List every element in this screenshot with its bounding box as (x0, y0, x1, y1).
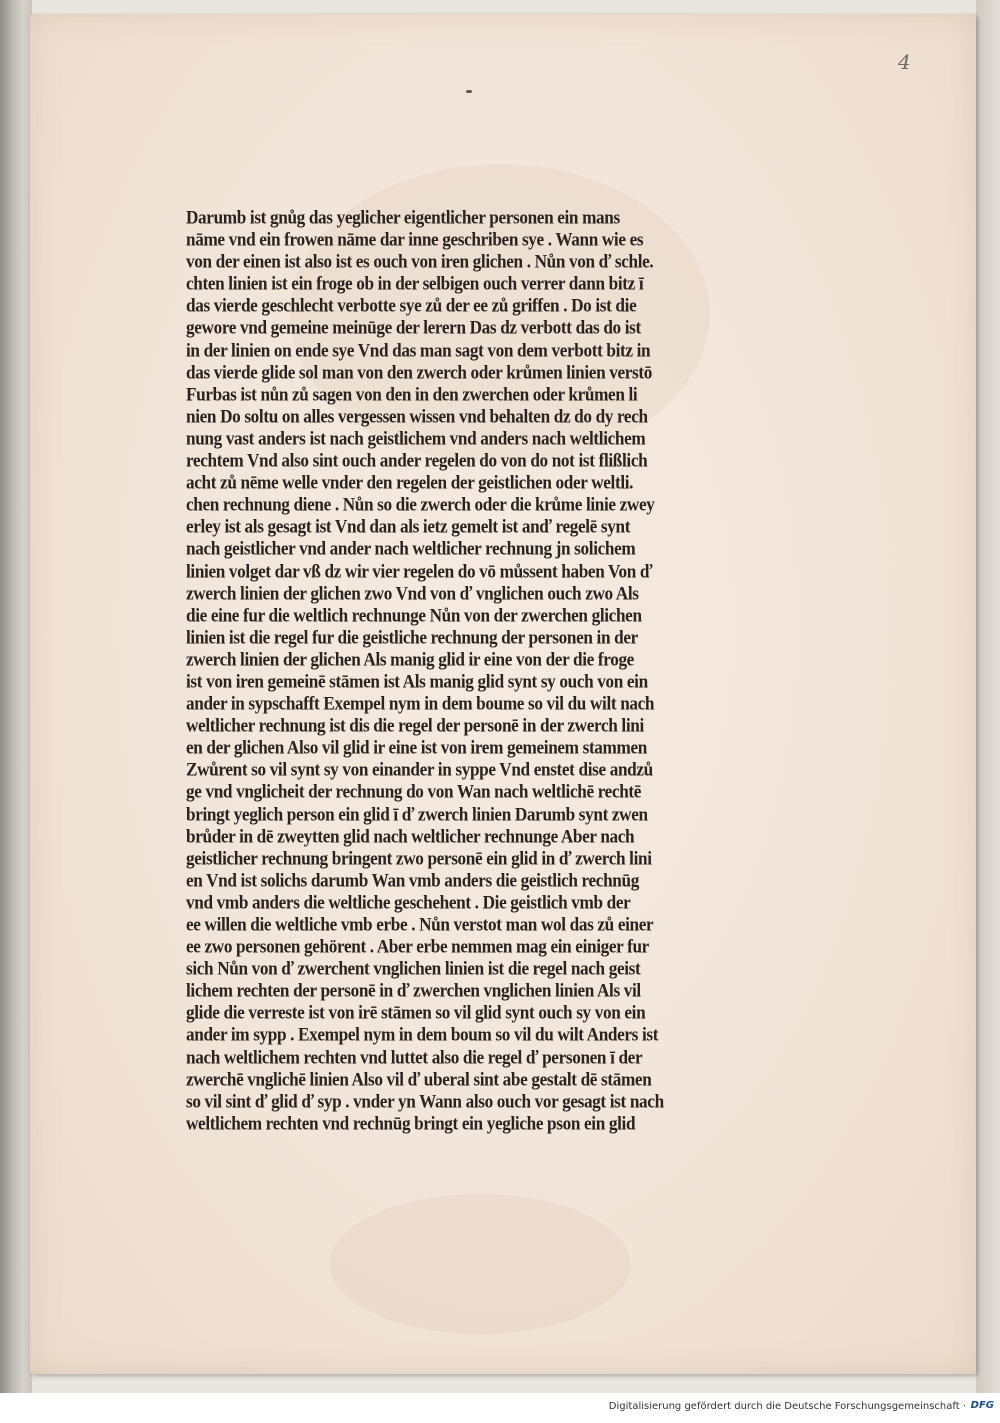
book-spine (0, 0, 32, 1393)
text-line: von der einen ist also ist es ouch von iren glichen . Nůn von ď schle. (186, 251, 654, 272)
text-line: chen rechnung diene . Nůn so die zwerch oder die krůme linie zwey (186, 494, 655, 515)
paper-stain (330, 1194, 630, 1334)
text-line: ee zwo personen gehörent . Aber erbe nemmen mag ein einiger fur (186, 936, 649, 957)
text-line: rechtem Vnd also sint ouch ander regelen do von do not ist flißlich (186, 450, 648, 471)
text-line: weltlicher rechnung ist dis die regel der personē in der zwerch lini (186, 715, 644, 736)
text-line: nāme vnd ein frowen nāme dar inne geschriben sye . Wann wie es (186, 229, 644, 250)
text-line: Zwůrent so vil synt sy von einander in syppe Vnd enstet dise andzů (186, 759, 653, 781)
text-line: nung vast anders ist nach geistlichem vnd anders nach weltlichem (186, 428, 646, 449)
footer-bar (0, 1393, 1000, 1423)
text-line: lichem rechten der personē in ď zwerchen vnglichen linien Als vil (186, 980, 641, 1001)
text-line: brůder in dē zweytten glid nach weltlicher rechnunge Aber nach (186, 825, 635, 847)
text-line: zwerch linien der glichen zwo Vnd von ď vnglichen ouch zwo Als (186, 582, 639, 604)
text-line: erley ist als gesagt ist Vnd dan als ietz gemelt ist anď regelē synt (186, 516, 631, 538)
text-line: nach geistlicher vnd ander nach weltlicher rechnung jn solichem (186, 538, 636, 560)
cover-board-edge (976, 0, 1000, 1393)
text-line: gewore vnd gemeine meinūge der lerern Das dz verbott das do ist (186, 317, 641, 339)
text-line: weltlichem rechten vnd rechnūg bringt ein yegliche pson ein glid (186, 1113, 636, 1134)
text-line: bringt yeglich person ein glid ī ď zwerch linien Darumb synt zwen (186, 803, 648, 825)
text-line: Furbas ist nůn zů sagen von den in den zwerchen oder krůmen li (186, 383, 638, 405)
text-line: Darumb ist gnůg das yeglicher eigentlicher personen ein mans (186, 207, 620, 228)
text-line: in der linien on ende sye Vnd das man sagt von dem verbott bitz in (186, 339, 651, 361)
text-line: ge vnd vnglicheit der rechnung do von Wan nach weltlichē rechtē (186, 781, 642, 803)
text-line: das vierde glide sol man von den zwerch oder krůmen linien verstō (186, 361, 652, 383)
text-line: ander im sypp . Exempel nym in dem boum so vil du wilt Anders ist (186, 1024, 659, 1046)
text-line: vnd vmb anders die weltliche geschehent . Die geistlich vmb der (186, 892, 631, 913)
text-line: zwerch linien der glichen Als manig glid ir eine von der die froge (186, 649, 634, 670)
text-line: nach weltlichem rechten vnd luttet also die regel ď personen ī der (186, 1046, 643, 1068)
text-line: acht zů nēme welle vnder den regelen der geistlichen oder weltli. (186, 472, 634, 493)
text-line: zwerchē vnglichē linien Also vil ď uberal sint abe gestalt dē stāmen (186, 1068, 652, 1090)
text-line: sich Nůn von ď zwerchent vnglichen linien ist die regel nach geist (186, 958, 641, 979)
text-line: chten linien ist ein froge ob in der selbigen ouch verrer dann bitz ī (186, 273, 644, 294)
text-line: geistlicher rechnung bringent zwo personē ein glid in ď zwerch lini (186, 847, 652, 869)
printed-text-block (186, 207, 766, 1135)
dfg-logo: DFG (970, 1400, 994, 1411)
text-line: glide die verreste ist von irē stāmen so vil glid synt ouch sy von ein (186, 1002, 646, 1024)
text-line: ist von iren gemeinē stāmen ist Als manig glid synt sy ouch von ein (186, 671, 648, 692)
funding-credit: Digitalisierung gefördert durch die Deutsche Forschungsgemeinschaft · (608, 1401, 966, 1412)
page-number: 4 (898, 50, 911, 74)
text-line: en Vnd ist solichs darumb Wan vmb anders die geistlich rechnūg (186, 870, 639, 891)
ink-mark (466, 90, 472, 93)
text-line: nien Do soltu on alles vergessen wissen vnd behalten dz do dy rech (186, 406, 648, 427)
text-line: ee willen die weltliche vmb erbe . Nůn verstot man wol das zů einer (186, 914, 654, 935)
text-line: linien volget dar vß dz wir vier regelen do vō můssent haben Von ď (186, 560, 653, 582)
text-line: die eine fur die weltlich rechnunge Nůn von der zwerchen glichen (186, 604, 642, 626)
text-line: ander in sypschafft Exempel nym in dem boume so vil du wilt nach (186, 693, 655, 714)
text-line: linien ist die regel fur die geistliche rechnung der personen in der (186, 626, 638, 648)
text-line: das vierde geschlecht verbotte sye zů der ee zů griffen . Do ist die (186, 295, 637, 317)
text-line: so vil sint ď glid ď syp . vnder yn Wann also ouch vor gesagt ist nach (186, 1090, 664, 1112)
text-line: en der glichen Also vil glid ir eine ist von irem gemeinem stammen (186, 737, 647, 758)
